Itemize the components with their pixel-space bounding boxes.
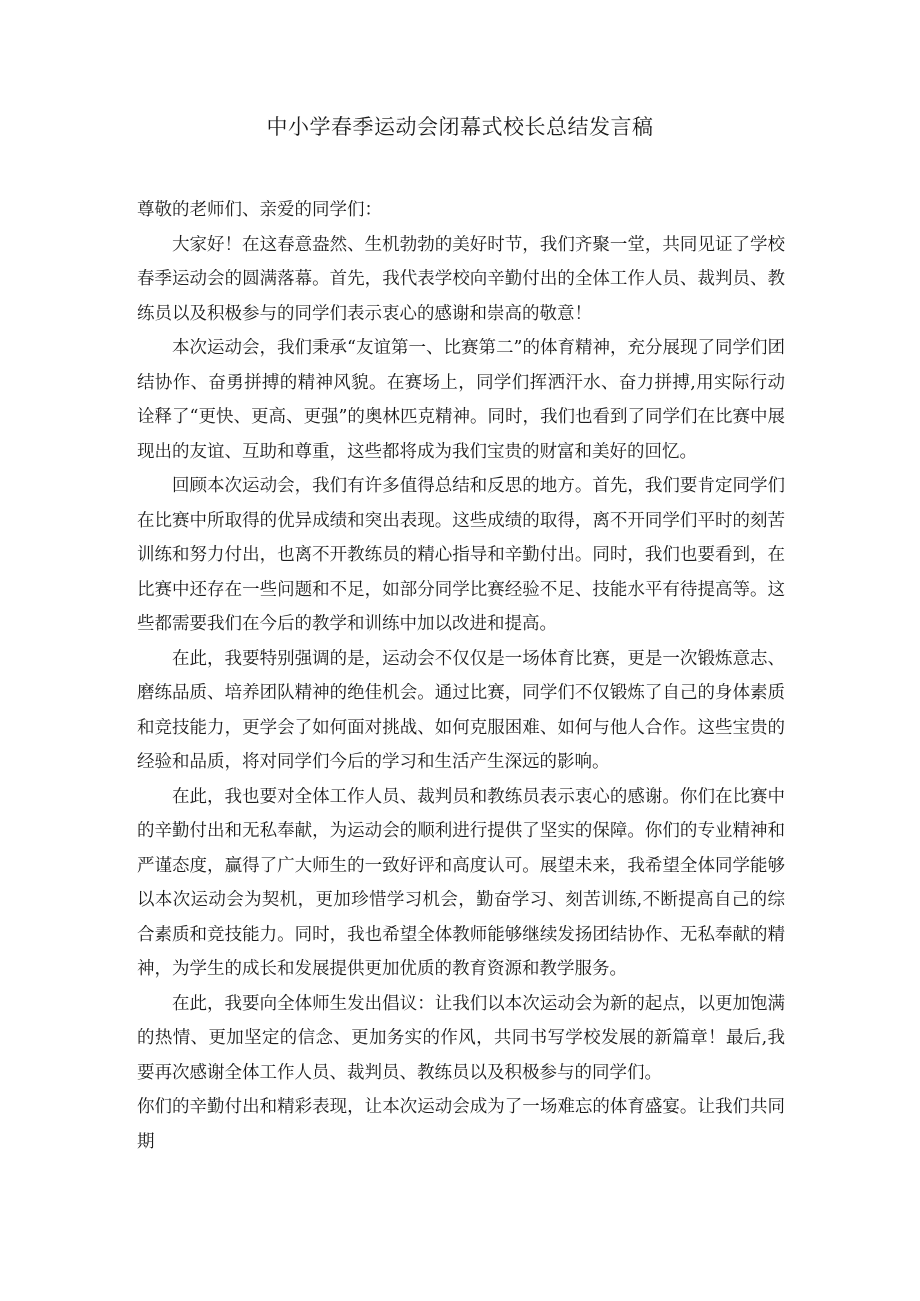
- paragraph-proposal: 在此，我要向全体师生发出倡议：让我们以本次运动会为新的起点，以更加饱满的热情、更加坚定的信念、更加务实的作风，共同书写学校发展的新篇章！最后,我要再次感谢全体工作人员、裁判员、教练员以及积极参与的同学们。: [137, 993, 785, 1083]
- salutation: 尊敬的老师们、亲爱的同学们：: [137, 200, 382, 220]
- document-body: [137, 193, 785, 1159]
- paragraph-review: 回顾本次运动会，我们有许多值得总结和反思的地方。首先，我们要肯定同学们在比赛中所取得的优异成绩和突出表现。这些成绩的取得，离不开同学们平时的刻苦训练和努力付出，也离不开教练员的精心指导和辛勤付出。同时，我们也要看到，在比赛中还存在一些问题和不足，如部分同学比赛经验不足、技能水平有待提高等。这些都需要我们在今后的教学和训练中加以改进和提高。: [137, 476, 785, 634]
- paragraph-sports-spirit: 本次运动会，我们秉承“友谊第一、比赛第二”的体育精神，充分展现了同学们团结协作、奋勇拼搏的精神风貌。在赛场上，同学们挥洒汗水、奋力拼搏,用实际行动诠释了“更快、更高、更强”的奥林匹克精神。同时，我们也看到了同学们在比赛中展现出的友谊、互助和尊重，这些都将成为我们宝贵的财富和美好的回忆。: [137, 338, 785, 462]
- paragraph-thanks-staff: 在此，我也要对全体工作人员、裁判员和教练员表示衷心的感谢。你们在比赛中的辛勤付出和无私奉献，为运动会的顺利进行提供了坚实的保障。你们的专业精神和严谨态度，赢得了广大师生的一致好评和高度认可。展望未来，我希望全体同学能够以本次运动会为契机，更加珍惜学习机会，勤奋学习、刻苦训练,不断提高自己的综合素质和竞技能力。同时，我也希望全体教师能够继续发扬团结协作、无私奉献的精神，为学生的成长和发展提供更加优质的教育资源和教学服务。: [137, 786, 785, 979]
- paragraph-emphasis: 在此，我要特别强调的是，运动会不仅仅是一场体育比赛，更是一次锻炼意志、磨练品质、培养团队精神的绝佳机会。通过比赛，同学们不仅锻炼了自己的身体素质和竞技能力，更学会了如何面对挑战、如何克服困难、如何与他人合作。这些宝贵的经验和品质，将对同学们今后的学习和生活产生深远的影响。: [137, 648, 785, 772]
- document-title: 中小学春季运动会闭幕式校长总结发言稿: [266, 115, 654, 139]
- closing-fragment: 你们的辛勤付出和精彩表现，让本次运动会成为了一场难忘的体育盛宴。让我们共同期: [137, 1097, 785, 1152]
- paragraph-greeting: 大家好！在这春意盎然、生机勃勃的美好时节，我们齐聚一堂，共同见证了学校春季运动会的圆满落幕。首先，我代表学校向辛勤付出的全体工作人员、裁判员、教练员以及积极参与的同学们表示衷心的感谢和崇高的敬意！: [137, 234, 785, 324]
